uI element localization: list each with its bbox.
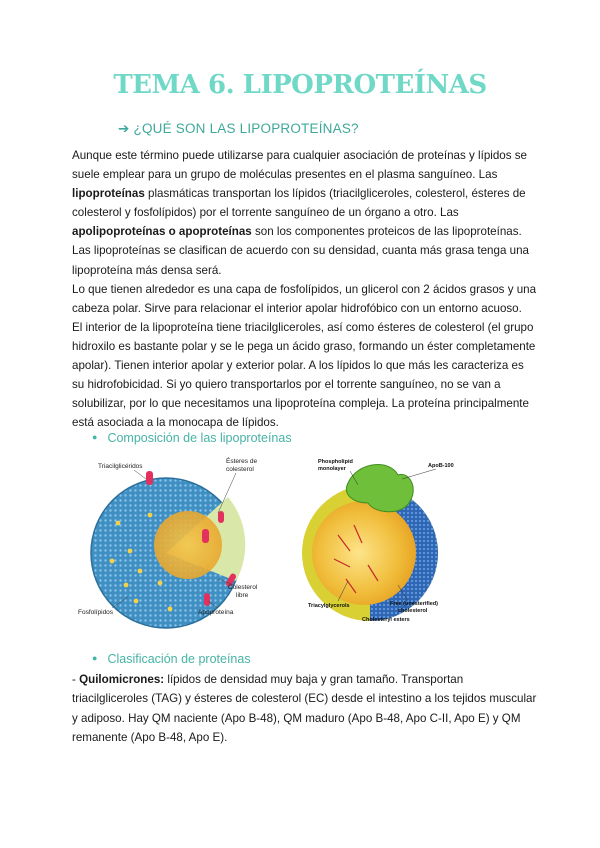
text-run: son los componentes proteicos de las lipoproteínas. — [251, 225, 522, 239]
arrow-icon: ➔ — [118, 121, 130, 136]
text-run: Aunque este término puede utilizarse para cualquier asociación de proteínas y lípidos se suele emplear para un grupo de moléculas presentes en el plasma sanguíneo. Las — [72, 149, 528, 182]
paragraph-interior: El interior de la lipoproteína tiene triacilgliceroles, así como ésteres de colesterol (el grupo hidroxilo es bastante polar y se le pega un ácido graso, formando un éster completamente apolar). Tienen interior apolar y exterior polar. A los lípidos lo que más les caracteriza es su hidrofobicidad. Si yo quiero transportarlos por el torrente sanguíneo, no se van a solubilizar, por lo que necesitamos una lipoproteína compleja. La proteína principalmente está asociada a la monocapa de lípidos. — [72, 320, 536, 430]
label-phospholipid-1: Phospholipid — [318, 459, 353, 465]
label-esteres-2: colesterol — [226, 466, 254, 473]
intro-text — [72, 146, 538, 432]
lipoprotein-figure-left — [78, 453, 278, 638]
bullet-dot-icon: ● — [92, 432, 98, 442]
paragraph-phospholipids: Lo que tienen alrededor es una capa de fosfolípidos, un glicerol con 2 ácidos grasos y una cabeza polar. Sirve para relacionar el interior apolar hidrofóbico con un entorno acuoso. — [72, 282, 537, 315]
term-lipoproteinas: lipoproteínas — [72, 187, 145, 201]
section-heading — [118, 121, 359, 137]
text-run: - — [72, 673, 80, 686]
label-triacylglycerols: Triacylglycerols — [308, 603, 350, 609]
paragraph-definition — [72, 146, 538, 241]
label-esteres-1: Ésteres de — [226, 458, 258, 465]
bullet-classification — [92, 652, 251, 666]
lipid-core — [312, 501, 416, 605]
term-apolipoproteinas: apolipoproteínas o apoproteínas — [72, 225, 252, 239]
bullet-composition-label: Composición de las lipoproteínas — [107, 431, 292, 445]
label-colesterol-1: Colesterol — [228, 584, 258, 591]
term-quilomicrones: Quilomicrones: — [79, 673, 165, 686]
label-free-1: Free (unesterified) — [390, 601, 438, 607]
text-run: lípidos de densidad muy baja y gran tamaño. Transportan triacilgliceroles (TAG) y ésteres de colesterol (EC) desde el intestino a los tejidos muscular y adiposo. Hay QM naciente (Apo B-48), QM maduro (Apo B-48, Apo C-II, Apo E) y QM remanente (Apo B-48, Apo E). — [72, 673, 537, 744]
label-free-2: cholesterol — [398, 608, 428, 614]
quilomicrones-text — [72, 670, 538, 747]
bullet-classification-label: Clasificación de proteínas — [107, 652, 251, 666]
label-apob: ApoB-100 — [428, 463, 454, 469]
label-phospholipid-2: monolayer — [318, 466, 346, 472]
bullet-composition — [92, 431, 292, 445]
lipoprotein-figure-right — [298, 455, 488, 635]
label-fosfolipidos: Fosfolípidos — [78, 609, 114, 616]
bullet-dot-icon: ● — [92, 653, 98, 663]
lipid-core — [154, 511, 222, 579]
label-colesterol-2: libre — [236, 592, 249, 599]
label-triacilgliceridos: Triacilglicéridos — [98, 463, 143, 470]
label-cholesteryl: Cholesteryl esters — [362, 617, 410, 623]
paragraph-quilomicrones — [72, 670, 538, 747]
page-title: TEMA 6. LIPOPROTEÍNAS — [113, 70, 487, 100]
section-heading-text: ¿QUÉ SON LAS LIPOPROTEÍNAS? — [133, 121, 359, 136]
paragraph-density: Las lipoproteínas se clasifican de acuerdo con su densidad, cuanta más grasa tenga una lipoproteína más densa será. — [72, 244, 529, 277]
text-run: plasmáticas transportan los lípidos (triacilgliceroles, colesterol, ésteres de colesterol y fosfolípidos) por el torrente sanguíneo de un órgano a otro. Las — [72, 187, 526, 220]
label-apoproteina: Apoproteína — [198, 609, 234, 616]
